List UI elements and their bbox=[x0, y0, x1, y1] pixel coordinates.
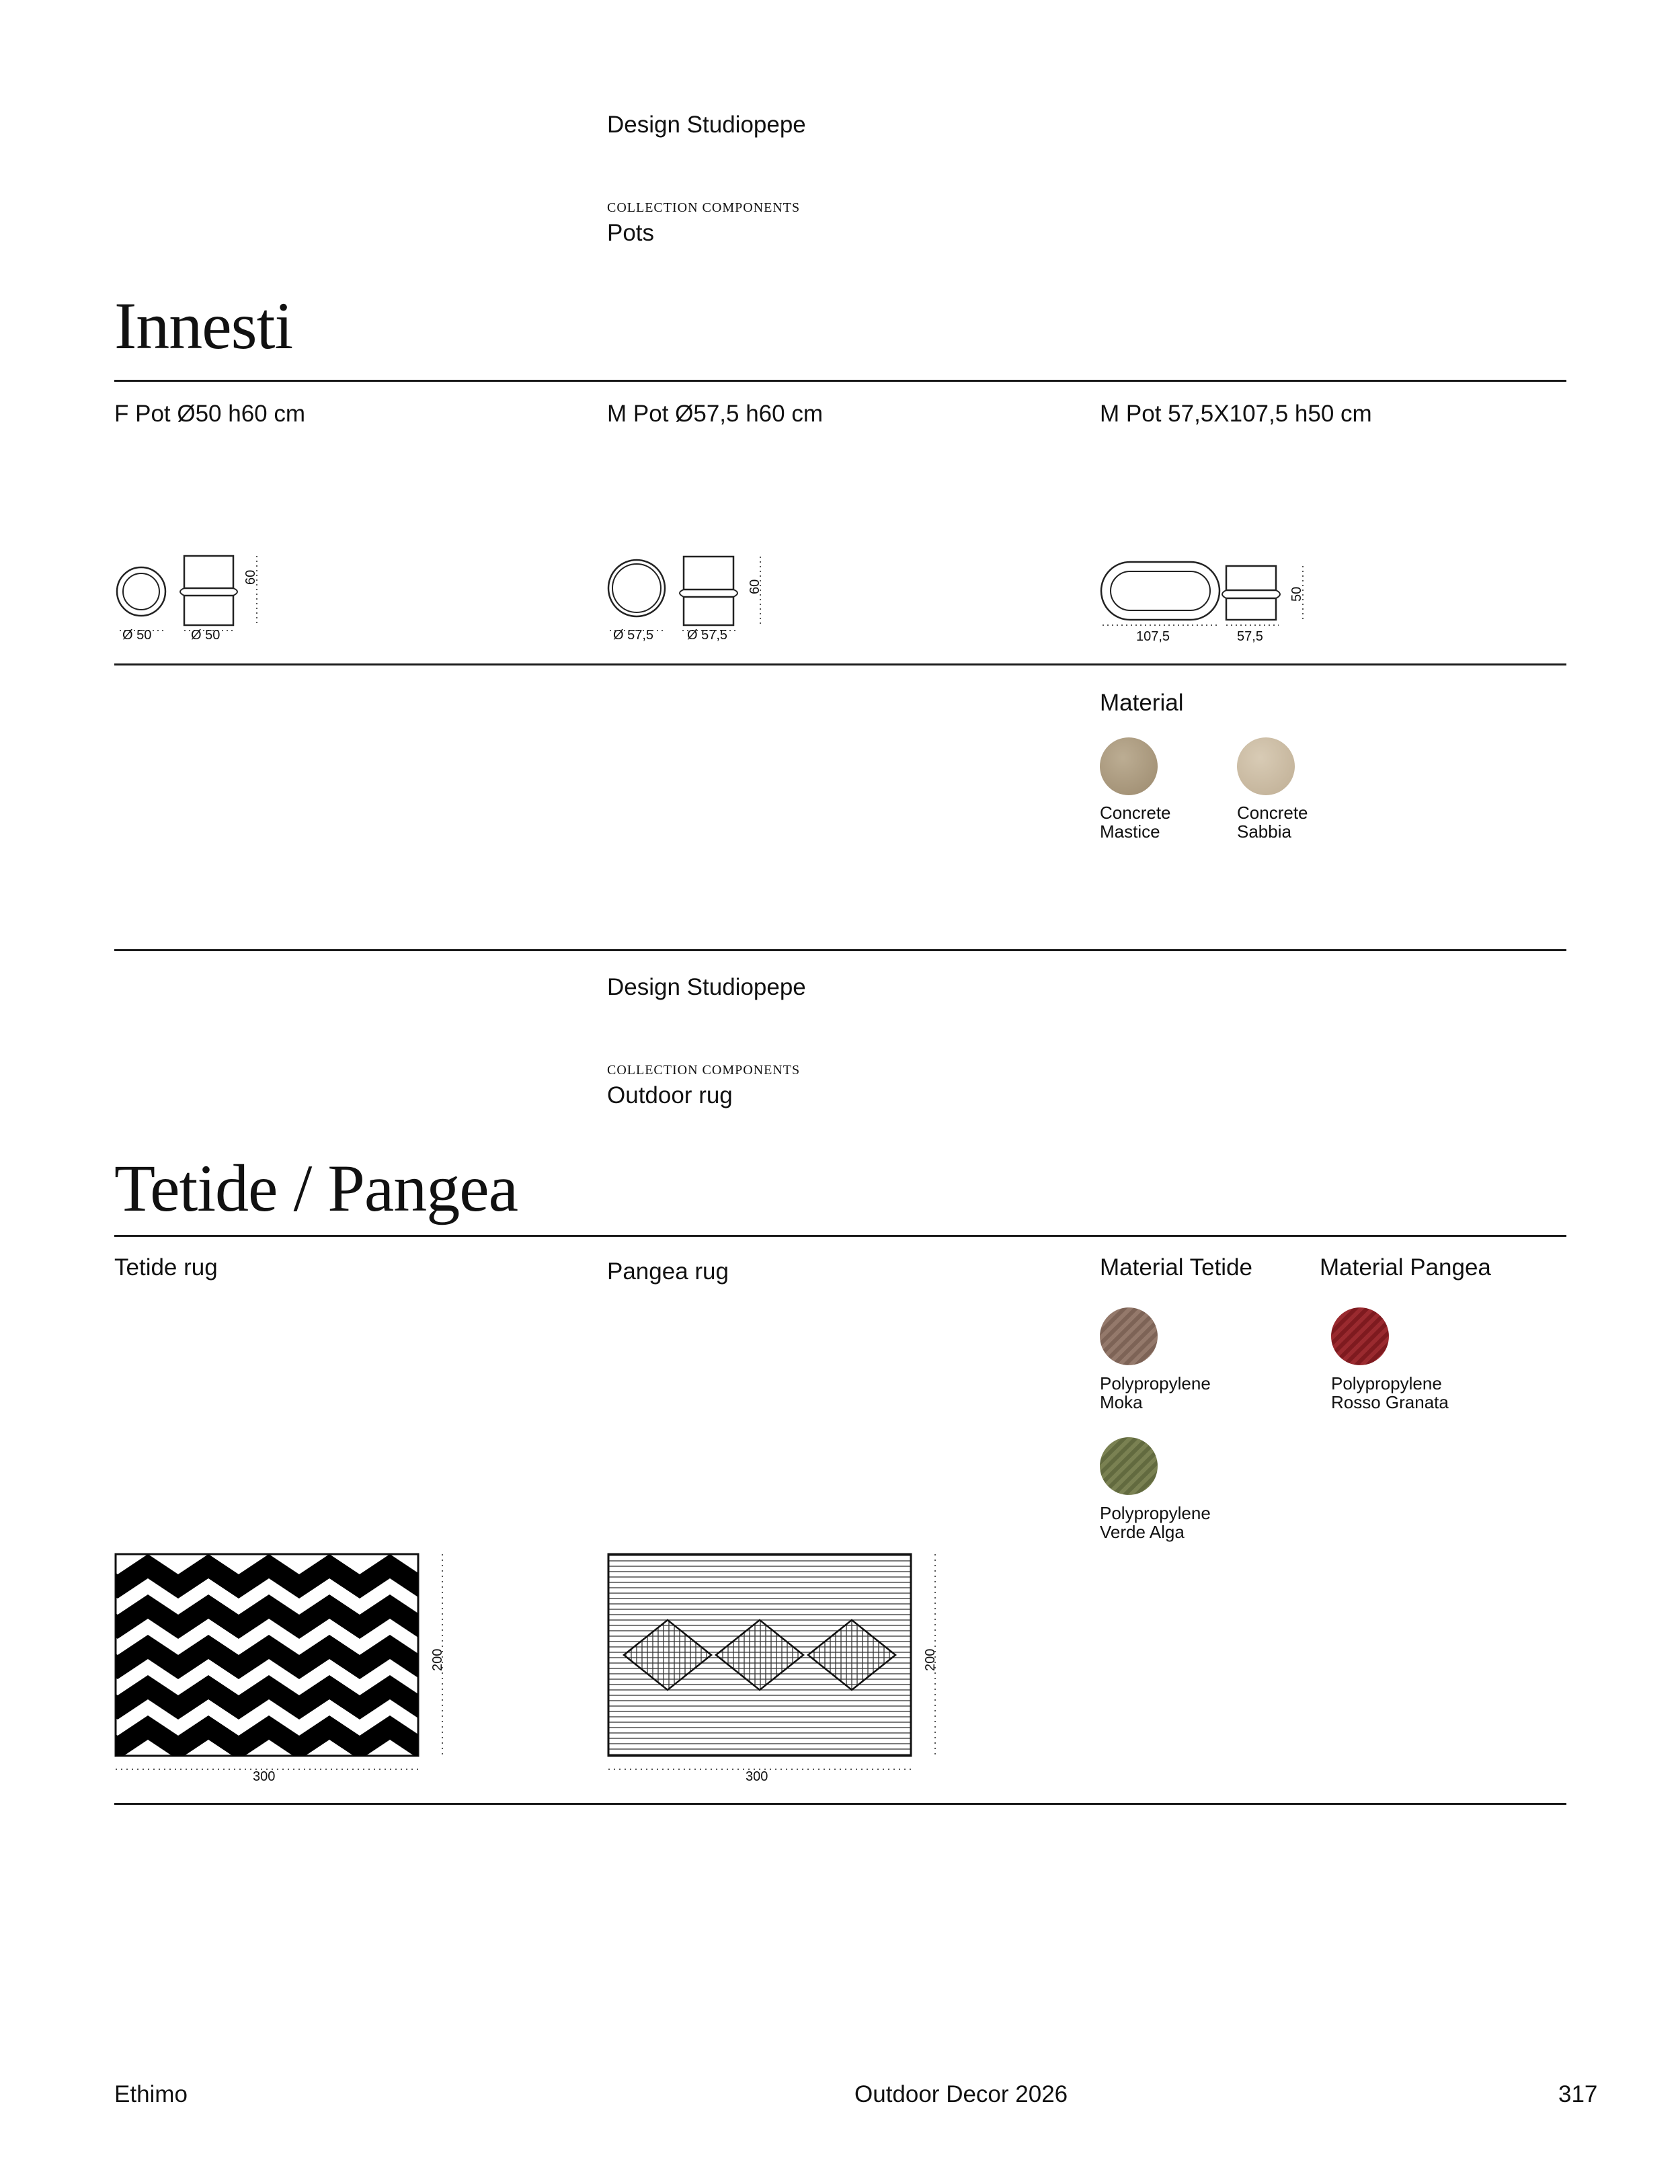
swatch-name: Polypropylene bbox=[1331, 1373, 1442, 1393]
f-pot-drawing bbox=[114, 551, 276, 639]
product-name: M Pot Ø57,5 h60 cm bbox=[607, 401, 823, 427]
material-title: Material Tetide bbox=[1100, 1254, 1252, 1281]
m-pot-round-drawing bbox=[607, 551, 768, 639]
dimension-label: 60 bbox=[748, 579, 762, 594]
footer-brand: Ethimo bbox=[114, 2081, 188, 2107]
product-name: Tetide rug bbox=[114, 1254, 218, 1281]
material-title: Material bbox=[1100, 690, 1184, 716]
components-value: Pots bbox=[607, 220, 655, 246]
dimension-label: 57,5 bbox=[1237, 629, 1263, 644]
components-label: COLLECTION COMPONENTS bbox=[607, 1063, 801, 1078]
divider bbox=[114, 1235, 1566, 1237]
divider bbox=[114, 1803, 1566, 1805]
product-name: M Pot 57,5X107,5 h50 cm bbox=[1100, 401, 1372, 427]
dimension-label: Ø 57,5 bbox=[687, 628, 728, 643]
swatch-name: Mastice bbox=[1100, 821, 1160, 842]
swatch-polypropylene-verde-alga bbox=[1100, 1437, 1158, 1495]
swatch-name: Concrete bbox=[1237, 803, 1308, 823]
collection-title: Innesti bbox=[114, 288, 293, 363]
swatch-polypropylene-moka bbox=[1100, 1307, 1158, 1365]
designer-label: Design Studiopepe bbox=[607, 974, 806, 1000]
components-label: COLLECTION COMPONENTS bbox=[607, 200, 801, 215]
m-pot-oval-drawing bbox=[1100, 558, 1315, 639]
swatch-name: Rosso Granata bbox=[1331, 1392, 1449, 1412]
dimension-label: 200 bbox=[430, 1648, 445, 1671]
swatch-name: Sabbia bbox=[1237, 821, 1291, 842]
material-title: Material Pangea bbox=[1320, 1254, 1491, 1281]
dimension-label: 50 bbox=[1289, 586, 1304, 602]
swatch-name: Polypropylene bbox=[1100, 1373, 1211, 1393]
pangea-rug-drawing bbox=[607, 1553, 943, 1781]
footer-catalog-title: Outdoor Decor 2026 bbox=[854, 2081, 1068, 2107]
dimension-label: 300 bbox=[746, 1769, 768, 1784]
dimension-label: 200 bbox=[923, 1648, 938, 1671]
swatch-concrete-sabbia bbox=[1237, 737, 1295, 795]
swatch-name: Polypropylene bbox=[1100, 1503, 1211, 1523]
collection-title: Tetide / Pangea bbox=[114, 1151, 518, 1225]
page-number: 317 bbox=[1558, 2081, 1598, 2107]
divider bbox=[114, 663, 1566, 665]
swatch-name: Concrete bbox=[1100, 803, 1171, 823]
dimension-label: Ø 50 bbox=[191, 628, 221, 643]
swatch-concrete-mastice bbox=[1100, 737, 1158, 795]
product-name: Pangea rug bbox=[607, 1258, 729, 1285]
dimension-label: Ø 57,5 bbox=[613, 628, 654, 643]
swatch-polypropylene-rosso-granata bbox=[1331, 1307, 1389, 1365]
designer-label: Design Studiopepe bbox=[607, 112, 806, 138]
divider bbox=[114, 380, 1566, 382]
dimension-label: 300 bbox=[253, 1769, 276, 1784]
tetide-rug-drawing bbox=[114, 1553, 450, 1781]
dimension-label: 107,5 bbox=[1136, 629, 1170, 644]
dimension-label: Ø 50 bbox=[122, 628, 152, 643]
components-value: Outdoor rug bbox=[607, 1082, 733, 1108]
dimension-label: 60 bbox=[243, 569, 258, 585]
swatch-name: Moka bbox=[1100, 1392, 1143, 1412]
swatch-name: Verde Alga bbox=[1100, 1522, 1185, 1542]
product-name: F Pot Ø50 h60 cm bbox=[114, 401, 306, 427]
divider bbox=[114, 949, 1566, 951]
